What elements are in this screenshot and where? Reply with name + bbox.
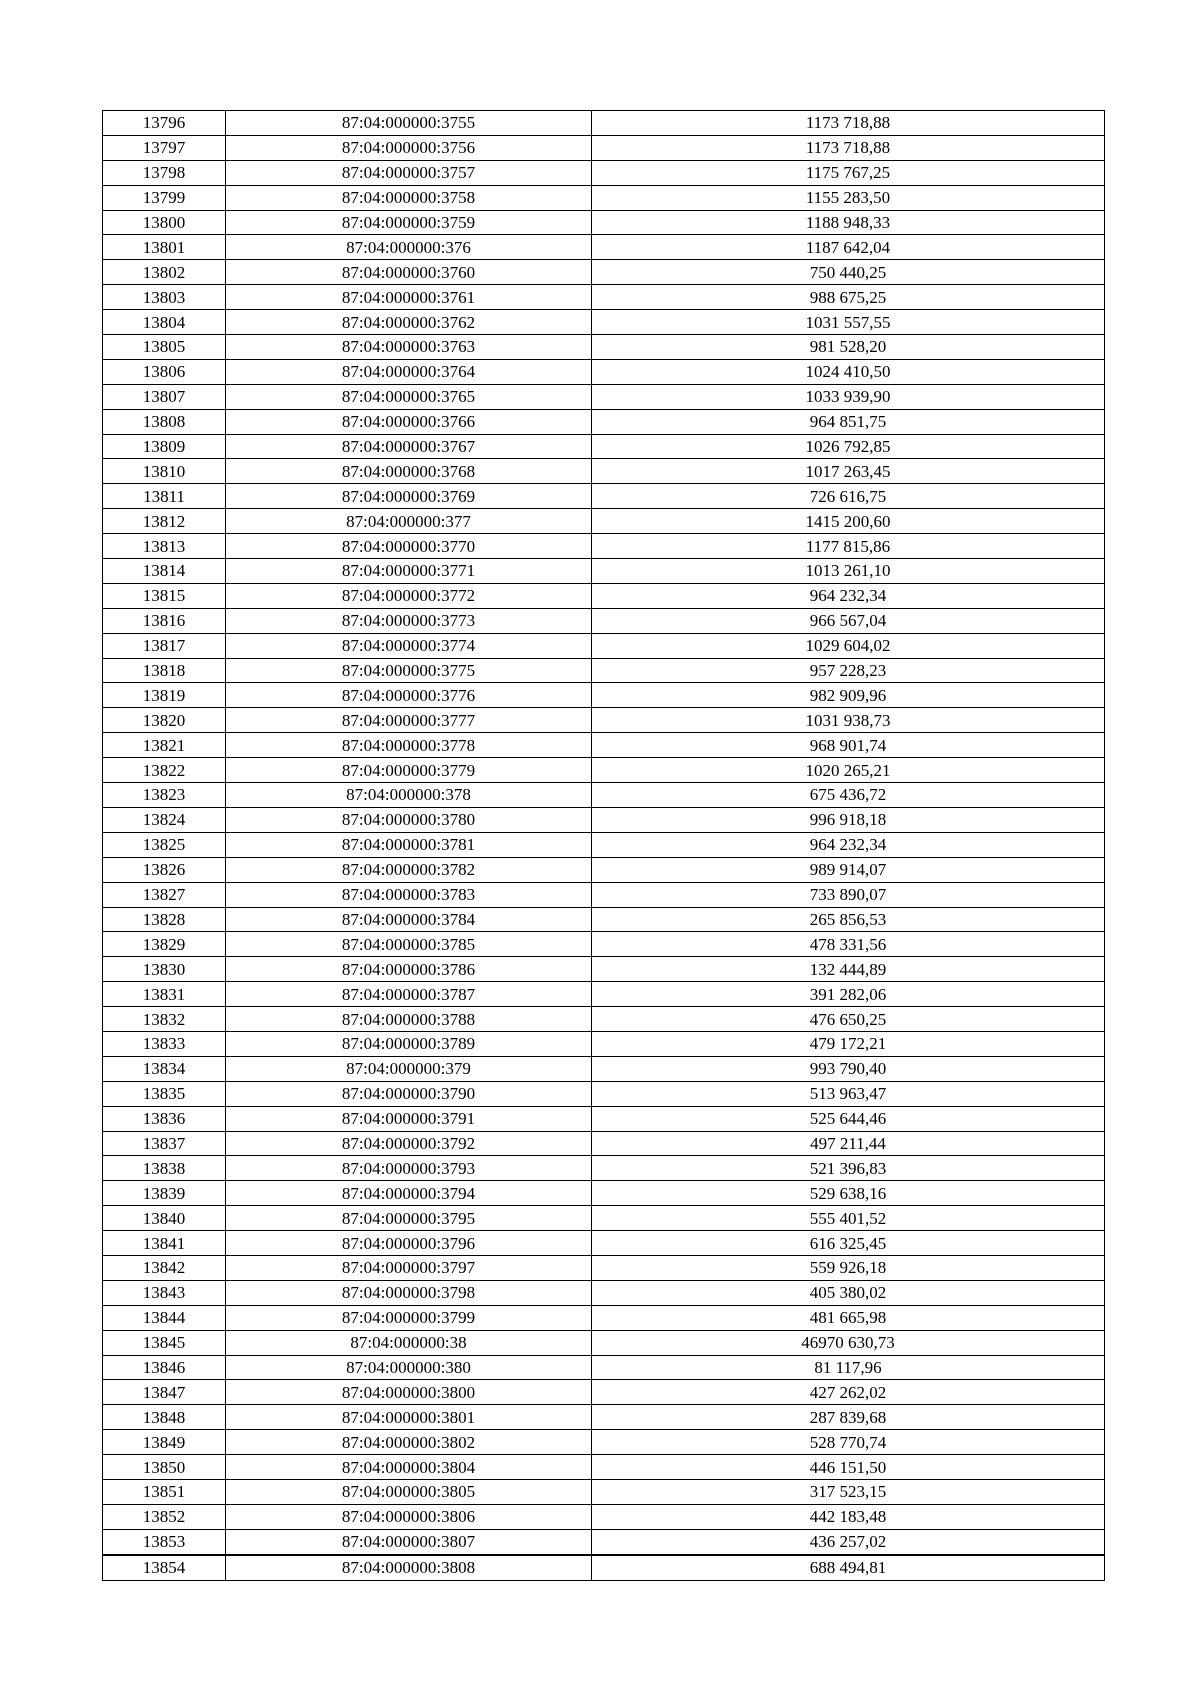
- row-number-cell: 13806: [103, 359, 226, 384]
- table-row: [103, 1305, 1105, 1330]
- cadastral-value-cell: 497 211,44: [592, 1131, 1105, 1156]
- cadastral-value-cell: 996 918,18: [592, 807, 1105, 832]
- cadastral-value-cell: 750 440,25: [592, 260, 1105, 285]
- table-row: [103, 1255, 1105, 1280]
- table-row: [103, 235, 1105, 260]
- table-row: [103, 459, 1105, 484]
- cadastral-value-cell: 726 616,75: [592, 484, 1105, 509]
- cadastral-number-cell: 87:04:000000:3769: [226, 484, 592, 509]
- table-row: [103, 384, 1105, 409]
- cadastral-value-cell: 957 228,23: [592, 658, 1105, 683]
- cadastral-value-cell: 1173 718,88: [592, 111, 1105, 136]
- row-number-cell: 13822: [103, 758, 226, 783]
- row-number-cell: 13813: [103, 534, 226, 559]
- table-row: [103, 285, 1105, 310]
- cadastral-number-cell: 87:04:000000:3808: [226, 1555, 592, 1580]
- cadastral-number-cell: 87:04:000000:3788: [226, 1007, 592, 1032]
- cadastral-number-cell: 87:04:000000:376: [226, 235, 592, 260]
- cadastral-value-cell: 481 665,98: [592, 1305, 1105, 1330]
- cadastral-value-cell: 436 257,02: [592, 1529, 1105, 1554]
- cadastral-value-cell: 988 675,25: [592, 285, 1105, 310]
- cadastral-value-cell: 529 638,16: [592, 1181, 1105, 1206]
- table-row: [103, 1555, 1105, 1580]
- cadastral-number-cell: 87:04:000000:379: [226, 1056, 592, 1081]
- cadastral-number-cell: 87:04:000000:3758: [226, 185, 592, 210]
- table-row: [103, 708, 1105, 733]
- cadastral-number-cell: 87:04:000000:3774: [226, 633, 592, 658]
- table-row: [103, 758, 1105, 783]
- table-row: [103, 832, 1105, 857]
- table-row: [103, 658, 1105, 683]
- row-number-cell: 13848: [103, 1405, 226, 1430]
- table-row: [103, 210, 1105, 235]
- cadastral-number-cell: 87:04:000000:3790: [226, 1081, 592, 1106]
- row-number-cell: 13801: [103, 235, 226, 260]
- row-number-cell: 13796: [103, 111, 226, 136]
- cadastral-number-cell: 87:04:000000:3764: [226, 359, 592, 384]
- row-number-cell: 13810: [103, 459, 226, 484]
- cadastral-value-cell: 1024 410,50: [592, 359, 1105, 384]
- row-number-cell: 13839: [103, 1181, 226, 1206]
- cadastral-number-cell: 87:04:000000:3766: [226, 409, 592, 434]
- cadastral-value-cell: 478 331,56: [592, 932, 1105, 957]
- cadastral-number-cell: 87:04:000000:3770: [226, 534, 592, 559]
- cadastral-number-cell: 87:04:000000:3783: [226, 882, 592, 907]
- cadastral-number-cell: 87:04:000000:3787: [226, 982, 592, 1007]
- row-number-cell: 13843: [103, 1280, 226, 1305]
- table-row: [103, 1181, 1105, 1206]
- row-number-cell: 13823: [103, 783, 226, 808]
- table-row: [103, 434, 1105, 459]
- row-number-cell: 13846: [103, 1355, 226, 1380]
- cadastral-value-cell: 1031 938,73: [592, 708, 1105, 733]
- cadastral-value-cell: 964 851,75: [592, 409, 1105, 434]
- table-row: [103, 608, 1105, 633]
- cadastral-number-cell: 87:04:000000:3772: [226, 583, 592, 608]
- cadastral-number-cell: 87:04:000000:3807: [226, 1529, 592, 1554]
- row-number-cell: 13814: [103, 559, 226, 584]
- cadastral-value-cell: 1031 557,55: [592, 310, 1105, 335]
- table-row: [103, 484, 1105, 509]
- cadastral-number-cell: 87:04:000000:3800: [226, 1380, 592, 1405]
- cadastral-number-cell: 87:04:000000:3755: [226, 111, 592, 136]
- cadastral-value-cell: 442 183,48: [592, 1504, 1105, 1529]
- table-row: [103, 1081, 1105, 1106]
- cadastral-value-cell: 427 262,02: [592, 1380, 1105, 1405]
- cadastral-value-cell: 616 325,45: [592, 1231, 1105, 1256]
- row-number-cell: 13817: [103, 633, 226, 658]
- cadastral-number-cell: 87:04:000000:3782: [226, 857, 592, 882]
- cadastral-number-cell: 87:04:000000:3806: [226, 1504, 592, 1529]
- cadastral-value-cell: 989 914,07: [592, 857, 1105, 882]
- table-row: [103, 1156, 1105, 1181]
- table-row: [103, 1056, 1105, 1081]
- cadastral-number-cell: 87:04:000000:3784: [226, 907, 592, 932]
- row-number-cell: 13854: [103, 1555, 226, 1580]
- cadastral-value-cell: 1017 263,45: [592, 459, 1105, 484]
- cadastral-number-cell: 87:04:000000:3777: [226, 708, 592, 733]
- row-number-cell: 13824: [103, 807, 226, 832]
- cadastral-number-cell: 87:04:000000:3778: [226, 733, 592, 758]
- row-number-cell: 13850: [103, 1455, 226, 1480]
- row-number-cell: 13818: [103, 658, 226, 683]
- row-number-cell: 13803: [103, 285, 226, 310]
- cadastral-number-cell: 87:04:000000:3759: [226, 210, 592, 235]
- row-number-cell: 13816: [103, 608, 226, 633]
- row-number-cell: 13811: [103, 484, 226, 509]
- table-row: [103, 583, 1105, 608]
- cadastral-number-cell: 87:04:000000:3785: [226, 932, 592, 957]
- row-number-cell: 13836: [103, 1106, 226, 1131]
- table-row: [103, 135, 1105, 160]
- row-number-cell: 13798: [103, 160, 226, 185]
- table-row: [103, 185, 1105, 210]
- cadastral-value-cell: 733 890,07: [592, 882, 1105, 907]
- row-number-cell: 13827: [103, 882, 226, 907]
- cadastral-number-cell: 87:04:000000:3775: [226, 658, 592, 683]
- cadastral-value-cell: 993 790,40: [592, 1056, 1105, 1081]
- cadastral-value-cell: 1013 261,10: [592, 559, 1105, 584]
- cadastral-value-cell: 964 232,34: [592, 832, 1105, 857]
- row-number-cell: 13829: [103, 932, 226, 957]
- cadastral-number-cell: 87:04:000000:3789: [226, 1031, 592, 1056]
- cadastral-number-cell: 87:04:000000:3765: [226, 384, 592, 409]
- table-row: [103, 683, 1105, 708]
- cadastral-value-cell: 1188 948,33: [592, 210, 1105, 235]
- cadastral-value-cell: 1175 767,25: [592, 160, 1105, 185]
- cadastral-value-cell: 521 396,83: [592, 1156, 1105, 1181]
- table-row: [103, 1430, 1105, 1455]
- cadastral-number-cell: 87:04:000000:3761: [226, 285, 592, 310]
- cadastral-number-cell: 87:04:000000:3793: [226, 1156, 592, 1181]
- row-number-cell: 13815: [103, 583, 226, 608]
- cadastral-value-cell: 688 494,81: [592, 1555, 1105, 1580]
- cadastral-number-cell: 87:04:000000:380: [226, 1355, 592, 1380]
- row-number-cell: 13799: [103, 185, 226, 210]
- table-row: [103, 1355, 1105, 1380]
- cadastral-number-cell: 87:04:000000:3791: [226, 1106, 592, 1131]
- cadastral-number-cell: 87:04:000000:378: [226, 783, 592, 808]
- table-row: [103, 409, 1105, 434]
- cadastral-value-cell: 555 401,52: [592, 1206, 1105, 1231]
- table-row: [103, 534, 1105, 559]
- cadastral-value-cell: 132 444,89: [592, 957, 1105, 982]
- row-number-cell: 13851: [103, 1479, 226, 1504]
- cadastral-value-cell: 1415 200,60: [592, 509, 1105, 534]
- cadastral-number-cell: 87:04:000000:3773: [226, 608, 592, 633]
- table-row: [103, 1330, 1105, 1355]
- cadastral-number-cell: 87:04:000000:3779: [226, 758, 592, 783]
- row-number-cell: 13833: [103, 1031, 226, 1056]
- cadastral-value-cell: 446 151,50: [592, 1455, 1105, 1480]
- cadastral-value-cell: 317 523,15: [592, 1479, 1105, 1504]
- row-number-cell: 13841: [103, 1231, 226, 1256]
- cadastral-value-cell: 1173 718,88: [592, 135, 1105, 160]
- cadastral-number-cell: 87:04:000000:3767: [226, 434, 592, 459]
- cadastral-value-cell: 405 380,02: [592, 1280, 1105, 1305]
- cadastral-value-cell: 265 856,53: [592, 907, 1105, 932]
- cadastral-number-cell: 87:04:000000:3757: [226, 160, 592, 185]
- table-row: [103, 1231, 1105, 1256]
- row-number-cell: 13842: [103, 1255, 226, 1280]
- row-number-cell: 13821: [103, 733, 226, 758]
- cadastral-value-cell: 391 282,06: [592, 982, 1105, 1007]
- cadastral-value-cell: 513 963,47: [592, 1081, 1105, 1106]
- row-number-cell: 13809: [103, 434, 226, 459]
- table-row: [103, 857, 1105, 882]
- cadastral-value-cell: 964 232,34: [592, 583, 1105, 608]
- cadastral-number-cell: 87:04:000000:3797: [226, 1255, 592, 1280]
- table-row: [103, 559, 1105, 584]
- table-row: [103, 509, 1105, 534]
- cadastral-value-cell: 46970 630,73: [592, 1330, 1105, 1355]
- cadastral-value-cell: 1026 792,85: [592, 434, 1105, 459]
- cadastral-value-cell: 1177 815,86: [592, 534, 1105, 559]
- row-number-cell: 13834: [103, 1056, 226, 1081]
- cadastral-number-cell: 87:04:000000:377: [226, 509, 592, 534]
- row-number-cell: 13804: [103, 310, 226, 335]
- row-number-cell: 13852: [103, 1504, 226, 1529]
- cadastral-number-cell: 87:04:000000:3795: [226, 1206, 592, 1231]
- table-row: [103, 1405, 1105, 1430]
- cadastral-value-cell: 966 567,04: [592, 608, 1105, 633]
- cadastral-value-cell: 528 770,74: [592, 1430, 1105, 1455]
- cadastral-number-cell: 87:04:000000:3794: [226, 1181, 592, 1206]
- cadastral-number-cell: 87:04:000000:3768: [226, 459, 592, 484]
- row-number-cell: 13820: [103, 708, 226, 733]
- table-row: [103, 907, 1105, 932]
- table-row: [103, 733, 1105, 758]
- row-number-cell: 13805: [103, 335, 226, 360]
- table-row: [103, 111, 1105, 136]
- cadastral-number-cell: 87:04:000000:3776: [226, 683, 592, 708]
- cadastral-number-cell: 87:04:000000:3781: [226, 832, 592, 857]
- cadastral-value-cell: 559 926,18: [592, 1255, 1105, 1280]
- cadastral-number-cell: 87:04:000000:3802: [226, 1430, 592, 1455]
- cadastral-number-cell: 87:04:000000:3786: [226, 957, 592, 982]
- row-number-cell: 13837: [103, 1131, 226, 1156]
- cadastral-value-cell: 81 117,96: [592, 1355, 1105, 1380]
- cadastral-number-cell: 87:04:000000:3805: [226, 1479, 592, 1504]
- row-number-cell: 13835: [103, 1081, 226, 1106]
- row-number-cell: 13828: [103, 907, 226, 932]
- table-row: [103, 982, 1105, 1007]
- table-row: [103, 160, 1105, 185]
- row-number-cell: 13797: [103, 135, 226, 160]
- table-row: [103, 882, 1105, 907]
- table-row: [103, 1529, 1105, 1554]
- cadastral-number-cell: 87:04:000000:3801: [226, 1405, 592, 1430]
- cadastral-number-cell: 87:04:000000:3804: [226, 1455, 592, 1480]
- row-number-cell: 13808: [103, 409, 226, 434]
- table-row: [103, 932, 1105, 957]
- table-row: [103, 1455, 1105, 1480]
- table-row: [103, 1206, 1105, 1231]
- table-row: [103, 633, 1105, 658]
- table-row: [103, 1280, 1105, 1305]
- table-row: [103, 1031, 1105, 1056]
- row-number-cell: 13807: [103, 384, 226, 409]
- cadastral-number-cell: 87:04:000000:3771: [226, 559, 592, 584]
- cadastral-value-cell: 1020 265,21: [592, 758, 1105, 783]
- row-number-cell: 13840: [103, 1206, 226, 1231]
- table-row: [103, 1007, 1105, 1032]
- cadastral-number-cell: 87:04:000000:3763: [226, 335, 592, 360]
- cadastral-number-cell: 87:04:000000:3798: [226, 1280, 592, 1305]
- row-number-cell: 13800: [103, 210, 226, 235]
- cadastral-value-cell: 982 909,96: [592, 683, 1105, 708]
- row-number-cell: 13826: [103, 857, 226, 882]
- table-row: [103, 1479, 1105, 1504]
- row-number-cell: 13831: [103, 982, 226, 1007]
- table-row: [103, 1380, 1105, 1405]
- cadastral-value-cell: 968 901,74: [592, 733, 1105, 758]
- row-number-cell: 13819: [103, 683, 226, 708]
- table-row: [103, 335, 1105, 360]
- row-number-cell: 13847: [103, 1380, 226, 1405]
- row-number-cell: 13802: [103, 260, 226, 285]
- cadastral-value-cell: 287 839,68: [592, 1405, 1105, 1430]
- cadastral-number-cell: 87:04:000000:3796: [226, 1231, 592, 1256]
- cadastral-value-cell: 479 172,21: [592, 1031, 1105, 1056]
- table-body: [103, 111, 1105, 1581]
- row-number-cell: 13844: [103, 1305, 226, 1330]
- cadastral-number-cell: 87:04:000000:3780: [226, 807, 592, 832]
- table-row: [103, 1106, 1105, 1131]
- cadastral-value-cell: 675 436,72: [592, 783, 1105, 808]
- row-number-cell: 13838: [103, 1156, 226, 1181]
- row-number-cell: 13830: [103, 957, 226, 982]
- table-row: [103, 957, 1105, 982]
- cadastral-value-table: [102, 110, 1105, 1581]
- cadastral-value-cell: 476 650,25: [592, 1007, 1105, 1032]
- cadastral-number-cell: 87:04:000000:3760: [226, 260, 592, 285]
- cadastral-number-cell: 87:04:000000:3762: [226, 310, 592, 335]
- table-row: [103, 359, 1105, 384]
- row-number-cell: 13845: [103, 1330, 226, 1355]
- cadastral-value-cell: 981 528,20: [592, 335, 1105, 360]
- row-number-cell: 13812: [103, 509, 226, 534]
- cadastral-value-cell: 525 644,46: [592, 1106, 1105, 1131]
- cadastral-value-cell: 1155 283,50: [592, 185, 1105, 210]
- table-row: [103, 1131, 1105, 1156]
- row-number-cell: 13832: [103, 1007, 226, 1032]
- table-row: [103, 783, 1105, 808]
- cadastral-number-cell: 87:04:000000:3756: [226, 135, 592, 160]
- row-number-cell: 13849: [103, 1430, 226, 1455]
- cadastral-value-cell: 1033 939,90: [592, 384, 1105, 409]
- table-row: [103, 260, 1105, 285]
- row-number-cell: 13825: [103, 832, 226, 857]
- table-row: [103, 1504, 1105, 1529]
- cadastral-number-cell: 87:04:000000:38: [226, 1330, 592, 1355]
- cadastral-number-cell: 87:04:000000:3799: [226, 1305, 592, 1330]
- cadastral-number-cell: 87:04:000000:3792: [226, 1131, 592, 1156]
- cadastral-value-cell: 1187 642,04: [592, 235, 1105, 260]
- cadastral-value-cell: 1029 604,02: [592, 633, 1105, 658]
- table-row: [103, 310, 1105, 335]
- row-number-cell: 13853: [103, 1529, 226, 1554]
- table-row: [103, 807, 1105, 832]
